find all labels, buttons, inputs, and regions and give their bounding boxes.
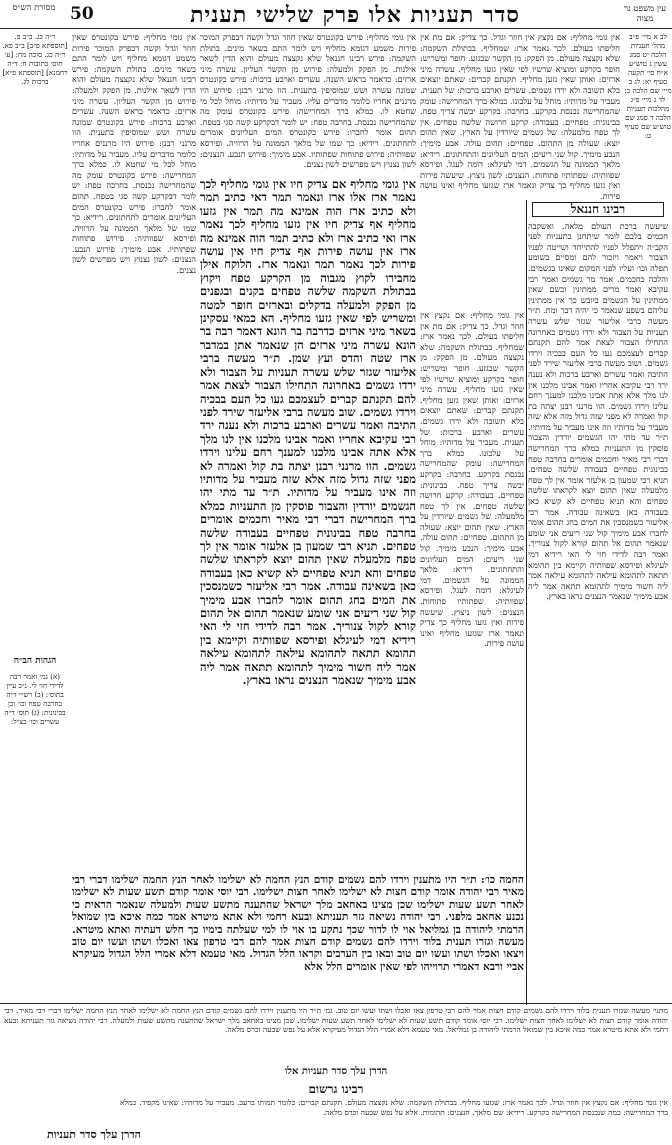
header-rule [0,28,672,29]
tosafot-column-top: אין גומי מחליף: פירש בקונטרס שאין חוזר וגדל וקשה דבפרק המוכר פירות משמע דגומא מחליף ויש לומר התם בשאר מינים. בתולת השקמה: פירש רבינו חננאל שלא נקצצה מעולם והוא הדין לשאר אילנות. מן הפקק ולמעלה: פירוש מן הקשר העליון. עשרה מיני ארזים: כדאמר בראש השנה. עשרים וארבע ברכות: פירש בקונטרס שמונה עשרה ושש שמוסיפין בתענית. הוו מרנני רבנן: פירוש היו מרננים אחריו כלומר מדברים עליו. מעביר על מדותיו: מוחל לכל מי שחטא לו. כמלא ברך המחרישה: פירש בקונטרס עומק מה שהמחרישה נכנסת. בחרבה טפח: יש לומר דבקרקע קשה סגי בטפח. תהום אומר לחברו: פירש בקונטרס המים העליונים אומרים לתחתונים. רידיא: כך שמו של מלאך הממונה על הרוויה. ופירסא שפוותיה: פירוש פתוחות שפתותיו. אבע מימיך: פירוש הנבע. הנצנים: לשון נצנוץ ויש מפרשים לשון נצנים. [200,32,416,170]
tosafot-column: אין גומי מחליף: פירש בקונטרס שאין חוזר וגדל וקשה דבפרק המוכר פירות משמע דגומא מחליף ויש לומר התם בשאר מינים. בתולת השקמה: פירש רבינו חננאל שלא נקצצה מעולם והוא הדין לשאר אילנות. מן הפקק ולמעלה: פירוש מן הקשר העליון. עשרה מיני ארזים: כדאמר בראש השנה. עשרים וארבע ברכות: פירש בקונטרס שמונה עשרה ושש שמוסיפין בתענית. הוו מרנני רבנן: פירוש היו מרננים אחריו כלומר מדברים עליו. מעביר על מדותיו: מוחל לכל מי שחטא לו. כמלא ברך המחרישה: פירש בקונטרס עומק מה שהמחרישה נכנסת. בחרבה טפח: יש לומר דבקרקע קשה סגי בטפח. תהום אומר לחברו: פירש בקונטרס המים העליונים אומרים לתחתונים. רידיא: כך שמו של מלאך הממונה על הרוויה. ופירסא שפוותיה: פירוש פתוחות שפתותיו. אבע מימיך: פירוש הנבע. הנצנים: לשון נצנוץ ויש מפרשים לשון נצנים. [72,32,196,276]
rabbeinu-gershom-heading: רבינו גרשום [308,1082,364,1096]
mesorat-hashas-label: מסורת הש״ס [12,3,56,13]
rabbeinu-chananel-heading: רבינו חננאל [532,202,664,217]
rabbeinu-gershom-text: אין גומי מחליף: אם נקצץ אין חוזר וגדל. לכך נאמר ארז: שגזעו מחליף. בבתולת השקמה: שלא נקצצה מעולם. תקנתם קברים: כלומר תמותו ברעב. מעביר על מדותיו: שאינו מקפיד. כמלא ברך המחרישה: כמה שנכנסת המחרישה בקרקע. רידיא: שם מלאך. הנצנים: תהומות. אלא על נפש שבעה וכרס מלאה. [120,1098,668,1117]
rabbeinu-chananel-text: שיעשה ברכת העולם מלאה. ואשקבה חכמים בלבם לומר שיתחנן בתעניות לפני הקב״ה ויתפלל לפניו להתייחד ושייטה לפניו הצבור ויאמר ויזכור להם ומסיים בשומע תפלה וכו׳ ועליו לפני המקום שאינו בגשמים. והלכה כחכמים. אמר מר גשמים ואמר רבי עקיבא ואמר מרים ממתינין וכשם שאין ממתינין על הגשמים ביובש כך אין ממתינין עליהם בשפע שנאמר כי יהיה דבר ומת. ת״ר מעשה ברבי אליעזר שגזר שלש עשרה תעניות על הצבור ולא ירדו גשמים באחרונה התחילו הצבור לצאת אמר להם תקנתם קברים לעצמכם געו כל העם בבכיה וירדו גשמים. ושוב מעשה ברבי אליעזר שירד לפני התיבה ואמר עשרים וארבע ברכות ולא נענה ירד רבי עקיבא אחריו ואמר אבינו מלכנו אין לנו מלך אלא אתה אבינו מלכנו למענך רחם עלינו וירדו גשמים. הוו מרנני רבנן יצתה בת קול ואמרה לא מפני שזה גדול מזה אלא שזה מעביר על מדותיו וזה אינו מעביר על מדותיו. ת״ר עד מתי יהו הגשמים יורדין והצבור פוסקין מן התעניות כמלא ברך המחרישה דברי רבי מאיר וחכמים אומרים בחרבה טפח בבינונית טפחיים בעבודה שלשה טפחים. תניא רבי שמעון בן אלעזר אומר אין לך טפח מלמעלה שאין תהום יוצא לקראתו שלשה טפחים והא תניא טפחיים לא קשיא כאן בעבודה כאן בשאינה עבודה. אמר רבי אליעזר כשמנסכין את המים בחג תהום אומר לחברו אבע מימיך קול שני ריעים אני שומע שנאמר תהום אל תהום קורא לקול צנוריך. ואמר רבה לדידי חזי לי האי רידיא דמי לעיגלא ופירסא שפוותיה וקיימא בין תהומא תתאה לתהומא עילאה לתהומא עילאה אמר ליה חשור מימיך לתהומא תתאה אמר ליה אבע מימיך שנאמר הנצנים נראו בארץ. [528,220,668,602]
hadran-line: הדרן עלך סדר תעניות אלו [284,1066,388,1077]
chananel-divider [526,200,527,1005]
page-number: 50 [70,4,94,24]
ein-mishpat-column: לב א מיי׳ פ״ב מהל׳ תעניות הלכה יט סמג עשין ג טוש״ע א״ח סי׳ תקעה סעיף יא: לג ב מיי׳ שם הלכה כ: לד ג מיי׳ פ״ג מהלכות תעניות הלכה ד סמג שם טוש״ע שם סעיף ט: [624,32,672,140]
lower-gemara-text: החמה כו׳: ת״ר היו מתענין וירדו להם גשמים קודם הנץ החמה לא ישלימו לאחר הנץ החמה ישלימו דברי רבי מאיר רבי יהודה אומר קודם חצות לא ישלימו לאחר חצות ישלימו. רבי יוסי אומר קודם תשע שעות לא ישלימו לאחר תשע שעות ישלימו שכן מצינו באחאב מלך ישראל שהתענה מתשע שעות ולמעלה שנאמר הראית כי נכנע אחאב מלפני. רבי יהודה נשיאה גזר תעניתא ובעא רחמי ולא אתא מיטרא אמר כמה איכא בין שמואל הרמתי ליהודה בן גמליאל אוי לו לדור שכך נתקע בו אוי לו למי שעלתה בימיו כך חלש דעתיה ואתא מיטרא. מעשה וגזרו תענית בלוד וירדו להם גשמים קודם חצות אמר להם רבי טרפון צאו ואכלו ושתו ועשו יום טוב ויצאו ואכלו ושתו ועשו יום טוב ובאו בין הערבים וקראו הלל הגדול. מאי טעמא דלא אמרי הלל הגדול מעיקרא אביי ורבא דאמרי תרוייהו לפי שאין אומרים הלל אלא [72,874,524,973]
ein-mishpat-label: עין משפט נר מצוה [623,4,667,24]
footer-title: הדרן עלך סדר תעניות [47,1128,141,1141]
lower-rule [0,1003,672,1004]
lower-commentary: מתני׳ מעשה שגזרו תענית בלוד וירדו להם גשמים קודם חצות אמר להם רבי טרפון צאו ואכלו ושתו ועשו יום טוב. גמ׳ ת״ר היו מתענין וירדו להם גשמים קודם הנץ החמה לא ישלימו לאחר הנץ החמה ישלימו דברי רבי מאיר. רבי יהודה אומר קודם חצות לא ישלימו לאחר חצות ישלימו. רבי יוסי אומר קודם תשע שעות לא ישלימו לאחר תשע שעות ישלימו. שכן מצינו באחאב מלך ישראל שהתענה מתשע שעות ולמעלה. רבי יהודה נשיאה גזר תעניתא ובעא רחמי ולא אתא מיטרא אמר כמה איכא בין שמואל הרמתי ליהודה בן גמליאל. מאי טעמא דלא אמרי הלל הגדול מעיקרא אלא על נפש שבעה וכרס מלאה. [4,1006,668,1035]
mesorat-hashas-column: ר״ה כג. ב״ב פ. [תוספתא פ״ב] ב״ב פא. ר״ה כג. סוכה מח: [ע׳ תוס׳ כתובות ח: ד״ה רחמנא] [תוספתא פ״א] ברכות לג. [2,32,68,86]
hagahot-column: (א) גמ׳ ואמר רבה לדידי חזי לי. נ״ב עיין בתוס׳: (ב) רש״י ד״ה בחרבה טפח וכו׳ וכן בבינונית: (ג) תוס׳ ד״ה עשרים וכו׳ כצ״ל: [4,672,66,726]
main-gemara-text: אין גומי מחליף אם צדיק חיו אין גומי מחליף לכך נאמר ארז אלו ארז ונאמר תמר דאי כתיב תמר ולא כתיב ארז הוה אמינא מה תמר אין גזעו מחליף אף צדיק חיו אין גזעו מחליף לכך נאמר ארז ואי כתיב ארז ולא כתיב תמר הוה אמינא מה ארז אין עושה פירות אף צדיק חיו אין עושה פירות לכך נאמר תמר ונאמר ארז. הלוקח אילן מחבירו לקוץ מגבוה מן הקרקע טפח ויקוץ בבתולת השקמה שלשה טפחים בקנים ובגפנים מן הפקק ולמעלה בדקלים ובארזים חופר למטה ומשריש לפי שאין גזעו מחליף. הא כמאי עסקינן בשאר מיני ארזים כדרבה בר הונא דאמר רבה בר הונא עשרה מיני ארזים הן שנאמר אתן במדבר ארז שטה והדס ועץ שמן. ת״ר מעשה ברבי אליעזר שגזר שלש עשרה תעניות על הצבור ולא ירדו גשמים באחרונה התחילו הצבור לצאת אמר להם תקנתם קברים לעצמכם געו כל העם בבכיה וירדו גשמים. שוב מעשה ברבי אליעזר שירד לפני התיבה ואמר עשרים וארבע ברכות ולא נענה ירד רבי עקיבא אחריו ואמר אבינו מלכנו אין לנו מלך אלא אתה אבינו מלכנו למענך רחם עלינו וירדו גשמים. הוו מרנני רבנן יצתה בת קול ואמרה לא מפני שזה גדול מזה אלא שזה מעביר על מדותיו וזה אינו מעביר על מדותיו. ת״ר עד מתי יהו הגשמים יורדין והצבור פוסקין מן התעניות כמלא ברך המחרישה דברי רבי מאיר וחכמים אומרים בחרבה טפח בבינונית טפחיים בעבודה שלשה טפחים. תניא רבי שמעון בן אלעזר אומר אין לך טפח מלמעלה שאין תהום יוצא לקראתו שלשה טפחים והא תניא טפחיים לא קשיא כאן בעבודה כאן בשאינה עבודה. אמר רבי אליעזר כשמנסכין את המים בחג תהום אומר לחברו אבע מימיך קול שני ריעים אני שומע שנאמר תהום אל תהום קורא לקול צנוריך. אמר רבה לדידי חזי לי האי רידיא דמי לעיגלא ופירסא שפוותיה וקיימא בין תהומא תתאה לתהומא עילאה לתהומא עילאה אמר ליה חשור מימיך לתהומא תתאה אמר ליה אבע מימיך שנאמר הנצנים נראו בארץ. [200,178,416,688]
running-head [0,0,672,28]
hagahot-heading: הגהות הב״ח [13,656,57,666]
page-title: סדר תעניות אלו פרק שלישי תענית [190,2,520,28]
rabbeinu-chananel-column [528,200,668,1005]
rashi-column-upper: אין גומי מחליף: אם נקצץ אין חוזר וגדל. כך צדיק: אם מת אין חליפתו בעולם. לכך נאמר ארז: שמחליף. בבתולת השקמה: שלא נקצצה מעולם. מן הפקק: מן הקשר שבגזע. חופר ומשריש: חופר בקרקע ומוציא שרשיו לפי שאין גזעו מחליף. עשרה מיני ארזים: ואותן שאין גזען מחליף. תקנתם קברים: שאתם יוצאים בלא תשובה ולא ירדו גשמים. עשרים וארבע ברכות: של תענית. מעביר על מדותיו: מוחל על עלבונו. כמלא ברך המחרישה: עומק שהמחרישה נכנסת בקרקע. בחרבה: בקרקע יבשה צריך טפח. בבינונית: טפחיים. בעבודה: קרקע חרושה שלשה טפחים. אין לך טפח מלמעלה: של גשמים שיורדין על הארץ. שאין תהום יוצא: שעולה מן התהום. טפחיים: תהום עולה. אבע מימיך: הנבע מימיך. קול שני ריעים: המים העליונים והתחתונים. רידיא: מלאך הממונה על הגשמים. דמי לעיגלא: דומה לעגל. ופירסא שפוותיה: שפתותיו פתוחות. הנצנים: לשון ניצוץ. שיעשה פירות ואין גזעו מחליף כך צדיק ונאמר ארז שגזעו מחליף ואינו עושה פירות. [420,32,620,201]
rashi-column-lower: אין גומי מחליף: אם נקצץ אין חוזר וגדל. כך צדיק: אם מת אין חליפתו בעולם. לכך נאמר ארז: שמחליף. בבתולת השקמה: שלא נקצצה מעולם. מן הפקק: מן הקשר שבגזע. חופר ומשריש: חופר בקרקע ומוציא שרשיו לפי שאין גזעו מחליף. עשרה מיני ארזים: ואותן שאין גזען מחליף. תקנתם קברים: שאתם יוצאים בלא תשובה ולא ירדו גשמים. עשרים וארבע ברכות: של תענית. מעביר על מדותיו: מוחל על עלבונו. כמלא ברך המחרישה: עומק שהמחרישה נכנסת בקרקע. בחרבה: בקרקע יבשה צריך טפח. בבינונית: טפחיים. בעבודה: קרקע חרושה שלשה טפחים. אין לך טפח מלמעלה: של גשמים שיורדין על הארץ. שאין תהום יוצא: שעולה מן התהום. טפחיים: תהום עולה. אבע מימיך: הנבע מימיך. קול שני ריעים: המים העליונים והתחתונים. רידיא: מלאך הממונה על הגשמים. דמי לעיגלא: דומה לעגל. ופירסא שפוותיה: שפתותיו פתוחות. הנצנים: לשון ניצוץ. שיעשה פירות ואין גזעו מחליף כך צדיק ונאמר ארז שגזעו מחליף ואינו עושה פירות. [420,310,524,649]
